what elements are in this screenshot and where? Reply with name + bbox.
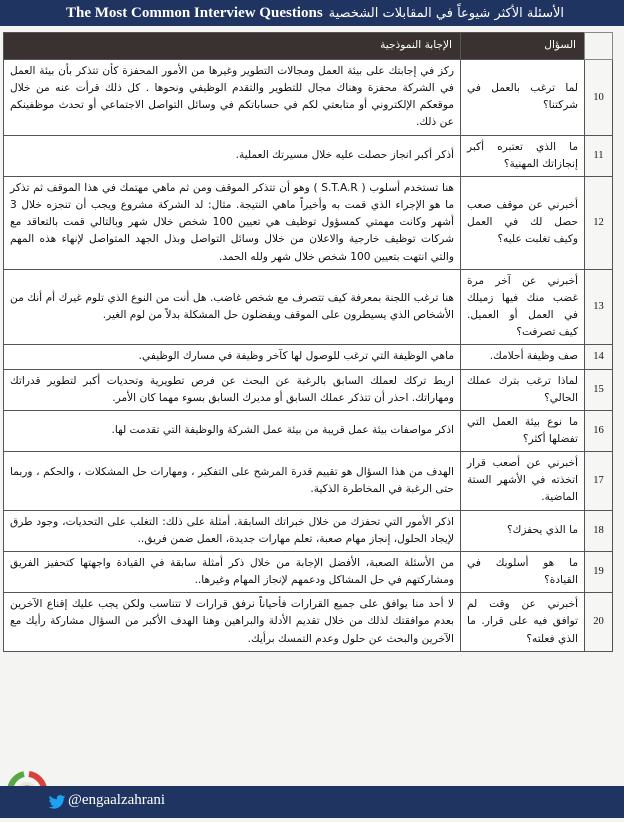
question-cell: ما نوع بيئة العمل التي تفضلها أكثر؟ <box>461 410 585 451</box>
row-number: 19 <box>585 551 613 592</box>
answer-cell: الهدف من هذا السؤال هو تقييم قدرة المرشح على التفكير ، ومهارات حل المشكلات ، والحكم ، وربما حتى الرغبة في المخاطرة الذكية. <box>4 452 461 510</box>
header-answer: الإجابة النموذجية <box>4 33 461 60</box>
table-row <box>4 269 613 345</box>
table-row <box>4 410 613 451</box>
row-number: 20 <box>585 593 613 651</box>
question-cell: ما هو أسلوبك في القيادة؟ <box>461 551 585 592</box>
row-number: 12 <box>585 176 613 269</box>
table-row <box>4 369 613 410</box>
answer-cell: اذكر الأمور التي تحفزك من خلال خبراتك السابقة. أمثلة على ذلك: التغلب على التحديات، وجود طرق لإيجاد الحلول، إنجاز مهام صعبة، تعلم مهارات جديدة، العمل ضمن فريق.. <box>4 510 461 551</box>
answer-cell: هنا تستخدم أسلوب ( S.T.A.R ) وهو أن تتذكر الموقف ومن ثم ماهي مهتمك في هذا الموقف ثم تذكر ما هو الإجراء الذي قمت به وأخيراً ماهي النتيجة. مثال: لد الشركة مشروع ويجب أن تنجزه خلال 3 أشهر وكانت مهمتي كمسؤول توظيف هي تعيين 100 شخص خلال شهر وبالتالي قمت بالتعاقد مع شركات توظيف خارجية والاعلان من خلال وسائل التواصل وبذل الجهد المتواصل لإنهاء هذه المهم والتي انتهت بتعيين 100 شخص خلال شهر ولله الحمد. <box>4 176 461 269</box>
header-number <box>585 33 613 60</box>
answer-cell: ركز في إجابتك على بيئة العمل ومجالات التطوير وغيرها من الأمور المحفزة كأن تتذكر بأن بيئة العمل في الشركة محفزة وهناك مجال للتطوير والتقدم الوظيفي ونحوها . كل ذلك قرأت عنه من خلال موقعكم الإلكتروني أو متابعتي لكم في حساباتكم في وسائل التواصل الاجتماعي أو تحدث موظفينكم عن ذلك. <box>4 60 461 136</box>
question-cell: أخبرني عن موقف صعب حصل لك في العمل وكيف تغلبت عليه؟ <box>461 176 585 269</box>
table-row <box>4 452 613 510</box>
question-cell: لما ترغب بالعمل في شركتنا؟ <box>461 60 585 136</box>
header-row <box>4 33 613 60</box>
title-arabic: الأسئلة الأكثر شيوعاً في المقابلات الشخصية <box>328 5 565 21</box>
table-row <box>4 593 613 651</box>
header-question: السؤال <box>461 33 585 60</box>
twitter-bird-icon <box>48 795 66 809</box>
row-number: 13 <box>585 269 613 345</box>
question-cell: لماذا ترغب بترك عملك الحالي؟ <box>461 369 585 410</box>
twitter-handle[interactable]: @engaalzahrani <box>68 792 166 808</box>
row-number: 10 <box>585 60 613 136</box>
row-number: 11 <box>585 135 613 176</box>
footer-bar <box>0 786 624 818</box>
answer-cell: لا أحد منا يوافق على جميع القرارات فأحياناً نرفق قرارات لا تتناسب ولكن يجب عليك إقناع الآخرين بعدم موافقتك لذلك من خلال تقديم الأدلة والبراهين وهنا الهدف الأكبر من السؤال مشاركة رأيك مع الآخرين والبحث عن حلول وعدم التمسك برأيك. <box>4 593 461 651</box>
table-row <box>4 551 613 592</box>
question-cell: ما الذي تعتبره أكبر إنجازاتك المهنية؟ <box>461 135 585 176</box>
table-row <box>4 510 613 551</box>
question-cell: ما الذي يحفزك؟ <box>461 510 585 551</box>
title-english: The Most Common Interview Questions <box>66 4 323 21</box>
answer-cell: من الأسئلة الصعبة، الأفضل الإجابة من خلال ذكر أمثلة سابقة في القيادة واجهتها كتحفيز الفريق ومشاركتهم في حل المشاكل ودعمهم لإنجاز المهام وغيرها.. <box>4 551 461 592</box>
question-cell: أخبرني عن أصعب قرار اتخذته في الأشهر الستة الماضية. <box>461 452 585 510</box>
row-number: 16 <box>585 410 613 451</box>
question-cell: صف وظيفة أحلامك. <box>461 345 585 369</box>
answer-cell: ماهي الوظيفة التي ترغب للوصول لها كآخر وظيفة في مسارك الوظيفي. <box>4 345 461 369</box>
table-row <box>4 60 613 136</box>
answer-cell: اربط تركك لعملك السابق بالرغبة عن البحث عن فرص تطويرية وتحديات أكبر لتطوير قدراتك ومهاراتك. احذر أن تتذكر عملك السابق أو مديرك السابق بسوء مهما كان الأمر. <box>4 369 461 410</box>
table-row <box>4 345 613 369</box>
row-number: 14 <box>585 345 613 369</box>
row-number: 18 <box>585 510 613 551</box>
table-row <box>4 135 613 176</box>
interview-questions-table <box>3 32 613 652</box>
answer-cell: هنا ترغب اللجنة بمعرفة كيف تتصرف مع شخص غاضب. هل أنت من النوع الذي تلوم غيرك أم أنك من الأشخاص الذي يسيطرون على الموقف ويفضلون حل المشكلة بدلاً من لوم الغير. <box>4 269 461 345</box>
answer-cell: اذكر مواصفات بيئة عمل قريبة من بيئة عمل الشركة والوظيفة التي تقدمت لها. <box>4 410 461 451</box>
row-number: 17 <box>585 452 613 510</box>
row-number: 15 <box>585 369 613 410</box>
question-cell: أخبرني عن وقت لم توافق فيه على قرار. ما الذي فعلته؟ <box>461 593 585 651</box>
answer-cell: أذكر أكبر انجاز حصلت عليه خلال مسيرتك العملية. <box>4 135 461 176</box>
title-bar <box>0 0 624 26</box>
question-cell: أخبرني عن آخر مرة غضب منك فيها زميلك في العمل أو العميل. كيف تصرفت؟ <box>461 269 585 345</box>
table-row <box>4 176 613 269</box>
